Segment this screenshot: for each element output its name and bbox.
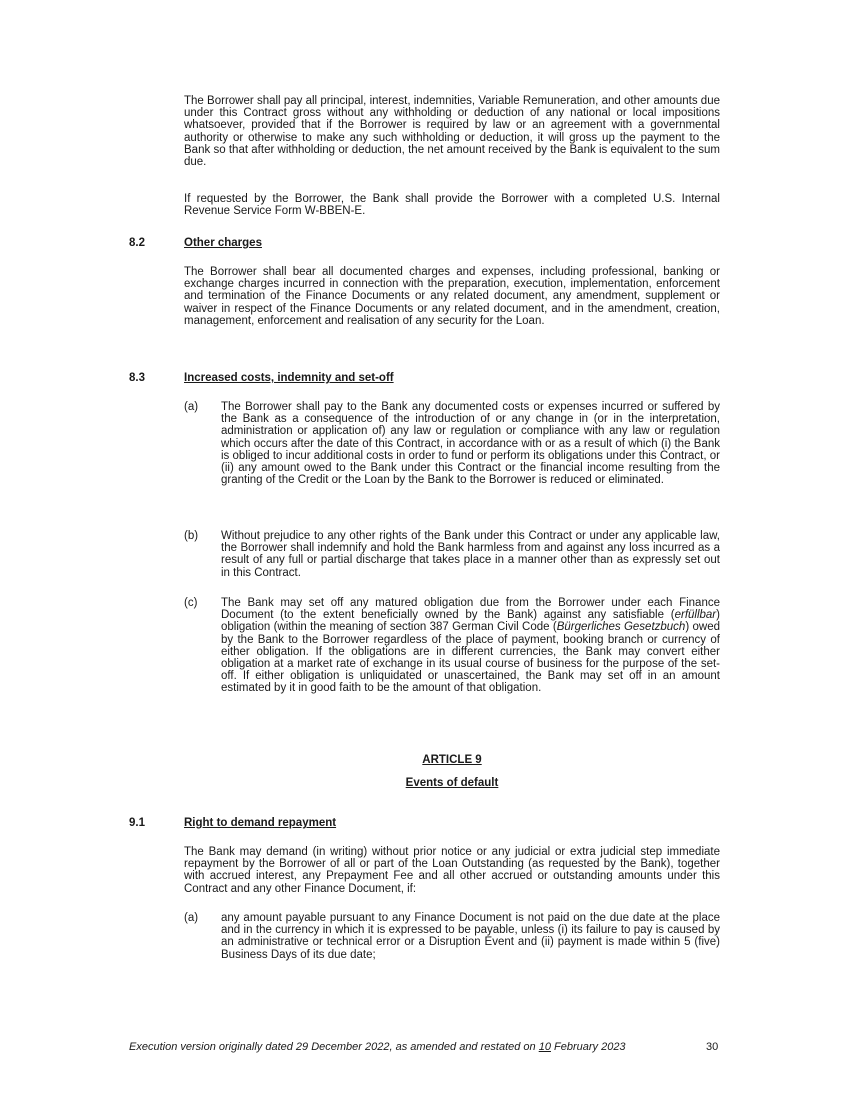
set-off-italic-erfullbar: erfüllbar [674, 609, 717, 622]
set-off-text-part-1: The Bank may set off any matured obligation due from the Borrower under each Finance Document (to the extent beneficially owned by the Bank) against any satisfiable ( [221, 597, 720, 622]
section-number-8-2: 8.2 [129, 237, 145, 249]
footer-text-before: Execution version originally dated 29 December 2022, as amended and restated on [129, 1041, 539, 1053]
section-title-other-charges: Other charges [184, 237, 262, 249]
item-text-9-1-a: any amount payable pursuant to any Finance Document is not paid on the due date at the place and in the currency in which it is expressed to be payable, unless (i) its failure to pay is caused by an administrative or technical error or a Disruption Event and (ii) payment is made within 5 (five) Business Days of its due date; [221, 912, 720, 961]
article-heading: ARTICLE 9 [422, 754, 482, 766]
page-number: 30 [706, 1041, 719, 1053]
section-number-9-1: 9.1 [129, 817, 145, 829]
section-title-right-to-demand: Right to demand repayment [184, 817, 337, 829]
set-off-text-part-3: ) owed by the Bank to the Borrower regardless of the place of payment, booking branch or currency of either obligation. If the obligations are in different currencies, the Bank may convert either obligation at a market rate of exchange in its usual course of business for the purpose of the set-off. If either obligation is unliquidated or unascertained, the Bank may set off in an amount estimated by it in good faith to be the amount of that obligation. [221, 621, 720, 695]
item-label-8-3-c: (c) [184, 597, 198, 609]
right-to-demand-paragraph: The Bank may demand (in writing) without prior notice or any judicial or extra judicial step immediate repayment by the Borrower of all or part of the Loan Outstanding (as requested by the Bank), together with accrued interest, any Prepayment Fee and all other accrued or outstanding amounts under this Contract and any other Finance Document, if: [184, 846, 720, 895]
item-label-9-1-a: (a) [184, 912, 199, 924]
item-label-8-3-a: (a) [184, 401, 199, 413]
footer-text-after: February 2023 [550, 1041, 626, 1053]
section-title-increased-costs: Increased costs, indemnity and set-off [184, 372, 394, 384]
footer-underlined-day: 10 [538, 1041, 551, 1053]
item-label-8-3-b: (b) [184, 530, 199, 542]
item-text-8-3-a: The Borrower shall pay to the Bank any documented costs or expenses incurred or suffered by the Bank as a consequence of the introduction of or any change in (or in the interpretation, administration or application of) any law or regulation or compliance with any law or regulation which occurs after the date of this Contract, in accordance with or as a result of which (i) the Bank is obliged to incur additional costs in order to fund or perform its obligations under this Contract, or (ii) any amount owed to the Bank under this Contract or the financial income resulting from the granting of the Credit or the Loan by the Bank to the Borrower is reduced or eliminated. [221, 401, 720, 487]
tax-form-paragraph: If requested by the Borrower, the Bank shall provide the Borrower with a completed U.S. Internal Revenue Service Form W-BBEN-E. [184, 193, 720, 218]
other-charges-paragraph: The Borrower shall bear all documented charges and expenses, including professional, banking or exchange charges incurred in connection with the preparation, execution, implementation, enforcement and termination of the Finance Documents or any related document, any amendment, supplement or waiver in respect of the Finance Documents or any related document, and in the amendment, creation, management, enforcement and realisation of any security for the Loan. [184, 266, 720, 327]
set-off-text-part-2: ) obligation (within the meaning of section 387 German Civil Code ( [221, 609, 720, 634]
footer-version-note [129, 1041, 626, 1054]
set-off-italic-bgb: Bürgerliches Gesetzbuch [556, 621, 686, 634]
item-text-8-3-b: Without prejudice to any other rights of the Bank under this Contract or under any applicable law, the Borrower shall indemnify and hold the Bank harmless from and against any loss incurred as a result of any full or partial discharge that takes place in a manner other than as expressly set out in this Contract. [221, 530, 720, 579]
section-number-8-3: 8.3 [129, 372, 145, 384]
tax-gross-up-paragraph: The Borrower shall pay all principal, interest, indemnities, Variable Remuneration, and other amounts due under this Contract gross without any withholding or deduction of any national or local impositions whatsoever, provided that if the Borrower is required by law or an agreement with a governmental authority or otherwise to make any such withholding or deduction, it will gross up the payment to the Bank so that after withholding or deduction, the net amount received by the Bank is equivalent to the sum due. [184, 95, 720, 169]
item-text-8-3-c [221, 597, 720, 695]
article-subheading: Events of default [405, 777, 499, 789]
